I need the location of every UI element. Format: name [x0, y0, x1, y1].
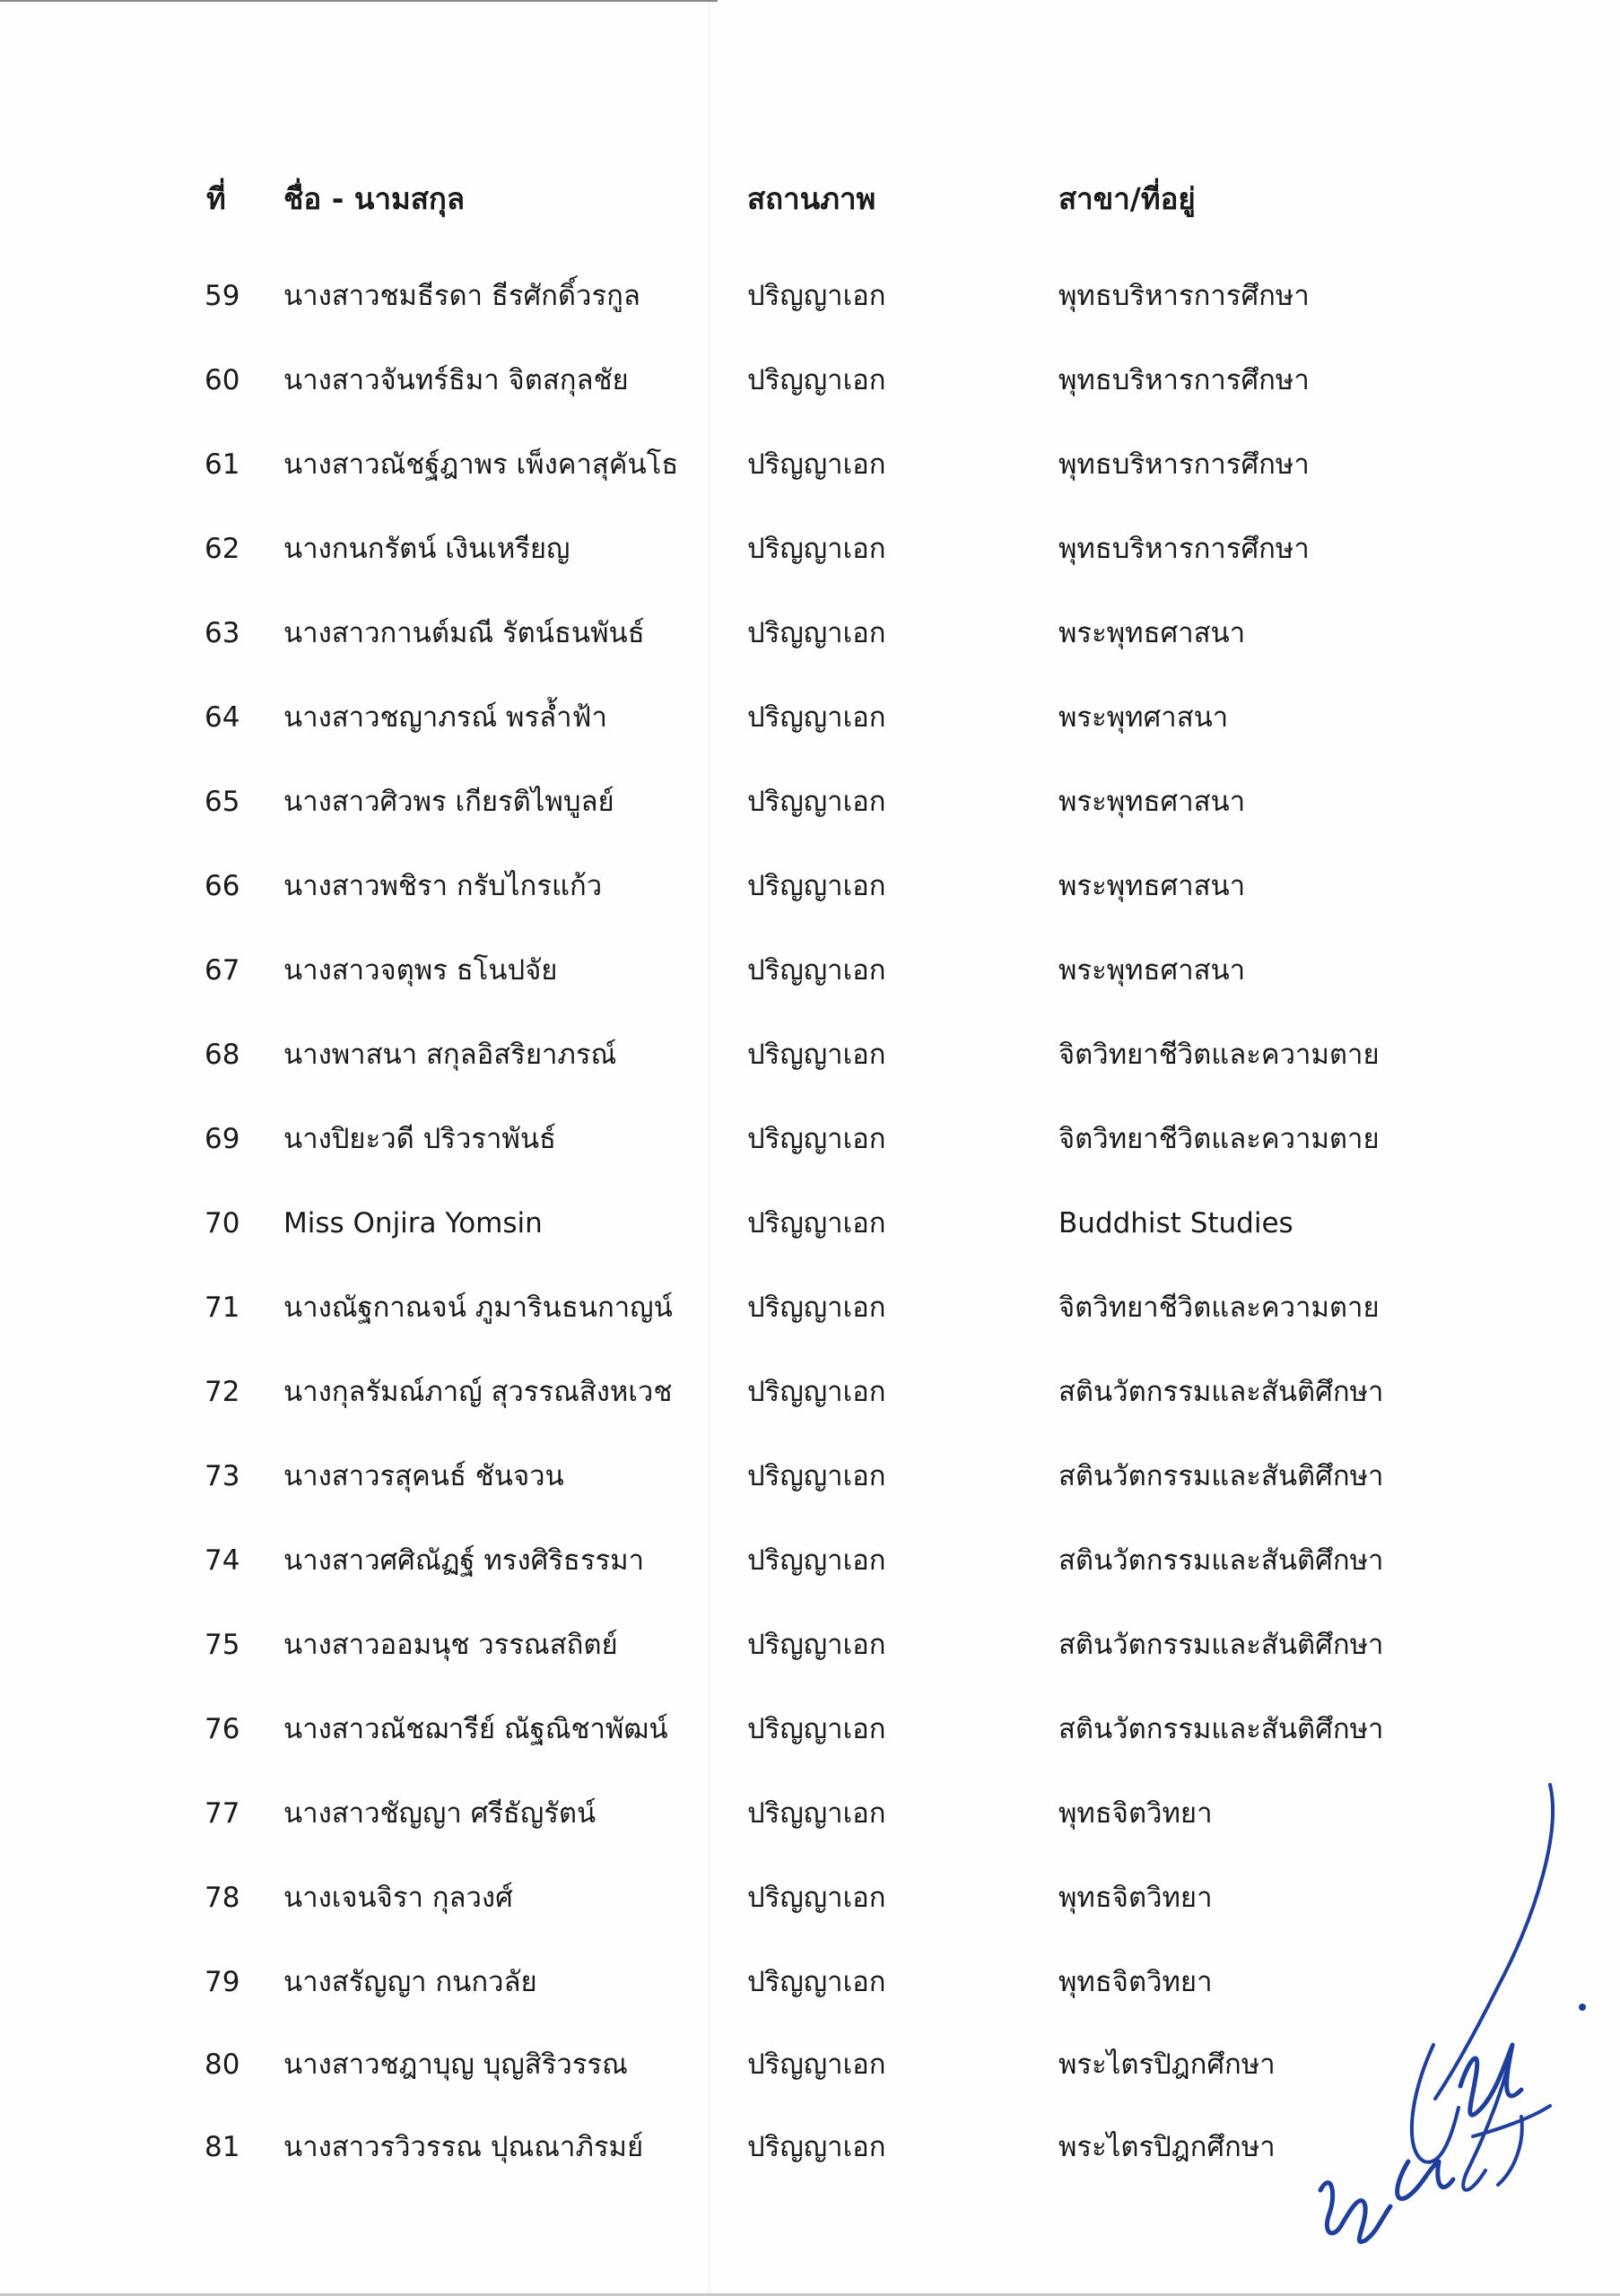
- row-status: ปริญญาเอก: [747, 280, 886, 312]
- row-name: นางณัฐกาณจน์ ภูมารินธนกาญน์: [283, 1292, 673, 1324]
- row-status: ปริญญาเอก: [747, 1039, 886, 1071]
- row-status: ปริญญาเอก: [747, 1797, 886, 1830]
- row-name: Miss Onjira Yomsin: [283, 1207, 543, 1239]
- row-branch: พระพุทธศาสนา: [1058, 786, 1246, 818]
- row-status: ปริญญาเอก: [747, 1460, 886, 1492]
- row-branch: Buddhist Studies: [1058, 1207, 1293, 1239]
- row-branch: จิตวิทยาชีวิตและความตาย: [1058, 1039, 1380, 1071]
- row-number: 70: [205, 1207, 240, 1239]
- row-name: นางกุลรัมณ์ภาญ์ สุวรรณสิงหเวช: [283, 1376, 673, 1408]
- row-name: นางสาวพชิรา กรับไกรแก้ว: [283, 870, 603, 902]
- row-number: 78: [205, 1882, 240, 1914]
- row-number: 79: [205, 1966, 240, 1998]
- table-row: [0, 438, 1620, 491]
- row-number: 80: [205, 2048, 240, 2081]
- row-status: ปริญญาเอก: [747, 1292, 886, 1324]
- row-branch: พระไตรปิฎกศึกษา: [1058, 2048, 1276, 2081]
- table-row: [0, 775, 1620, 829]
- table-row: [0, 859, 1620, 913]
- row-number: 62: [205, 533, 240, 565]
- row-branch: พุทธบริหารการศึกษา: [1058, 280, 1310, 312]
- row-number: 66: [205, 870, 240, 902]
- signature-icon: [1310, 1776, 1606, 2278]
- row-status: ปริญญาเอก: [747, 1713, 886, 1745]
- row-status: ปริญญาเอก: [747, 1123, 886, 1155]
- row-number: 65: [205, 786, 240, 818]
- table-row: [0, 1281, 1620, 1335]
- row-status: ปริญญาเอก: [747, 870, 886, 902]
- row-number: 60: [205, 364, 240, 396]
- row-branch: พุทธจิตวิทยา: [1058, 1882, 1213, 1914]
- row-status: ปริญญาเอก: [747, 786, 886, 818]
- row-status: ปริญญาเอก: [747, 1629, 886, 1661]
- table-row: [0, 1365, 1620, 1419]
- row-status: ปริญญาเอก: [747, 1882, 886, 1914]
- header-status: สถานภาพ: [747, 181, 876, 216]
- row-number: 67: [205, 954, 240, 987]
- row-number: 63: [205, 617, 240, 649]
- row-branch: พุทธบริหารการศึกษา: [1058, 533, 1310, 565]
- table-row: [0, 691, 1620, 744]
- table-row: [0, 1112, 1620, 1166]
- row-number: 69: [205, 1123, 240, 1155]
- row-branch: จิตวิทยาชีวิตและความตาย: [1058, 1123, 1380, 1155]
- row-name: นางสาวชัญญา ศรีธัญรัตน์: [283, 1797, 597, 1830]
- row-status: ปริญญาเอก: [747, 1376, 886, 1408]
- header-name: ชื่อ - นามสกุล: [283, 181, 466, 216]
- row-number: 71: [205, 1292, 240, 1324]
- table-row: [0, 1449, 1620, 1503]
- row-name: นางสาวจันทร์ธิมา จิตสกุลชัย: [283, 364, 629, 396]
- table-row: [0, 269, 1620, 323]
- row-status: ปริญญาเอก: [747, 617, 886, 649]
- header-number: ที่: [206, 181, 226, 216]
- row-branch: สตินวัตกรรมและสันติศึกษา: [1058, 1376, 1384, 1408]
- row-status: ปริญญาเอก: [747, 2048, 886, 2081]
- row-name: นางปิยะวดี ปริวราพันธ์: [283, 1123, 556, 1155]
- row-status: ปริญญาเอก: [747, 2131, 886, 2163]
- row-branch: พุทธจิตวิทยา: [1058, 1966, 1213, 1998]
- row-number: 81: [205, 2131, 240, 2163]
- row-branch: จิตวิทยาชีวิตและความตาย: [1058, 1292, 1380, 1324]
- row-branch: พระพุทธศาสนา: [1058, 617, 1246, 649]
- row-status: ปริญญาเอก: [747, 954, 886, 987]
- scan-top-edge: [0, 0, 718, 2]
- row-number: 59: [205, 280, 240, 312]
- row-name: นางกนกรัตน์ เงินเหรียญ: [283, 533, 570, 565]
- row-name: นางสาวออมนุช วรรณสถิตย์: [283, 1629, 618, 1661]
- row-name: นางสาวณัชฐ์ฎาพร เพ็งคาสุคันโธ: [283, 448, 679, 481]
- row-status: ปริญญาเอก: [747, 1966, 886, 1998]
- row-number: 68: [205, 1039, 240, 1071]
- row-branch: พระพุทธศาสนา: [1058, 870, 1246, 902]
- table-row: [0, 606, 1620, 660]
- row-name: นางเจนจิรา กุลวงศ์: [283, 1882, 513, 1914]
- row-status: ปริญญาเอก: [747, 448, 886, 481]
- row-branch: พระพุทธศาสนา: [1058, 954, 1246, 987]
- row-name: นางสาวชมธีรดา ธีรศักดิ์วรกูล: [283, 280, 640, 312]
- table-header-row: [0, 172, 1620, 226]
- table-row: [0, 1618, 1620, 1672]
- row-status: ปริญญาเอก: [747, 701, 886, 734]
- table-row: [0, 1534, 1620, 1587]
- row-branch: สตินวัตกรรมและสันติศึกษา: [1058, 1544, 1384, 1577]
- row-branch: สตินวัตกรรมและสันติศึกษา: [1058, 1713, 1384, 1745]
- row-name: นางสาวศิวพร เกียรติไพบูลย์: [283, 786, 614, 818]
- table-row: [0, 522, 1620, 576]
- row-number: 64: [205, 701, 240, 734]
- row-number: 76: [205, 1713, 240, 1745]
- row-name: นางสรัญญา กนกวลัย: [283, 1966, 537, 1998]
- table-row: [0, 944, 1620, 997]
- row-branch: พุทธจิตวิทยา: [1058, 1797, 1213, 1830]
- row-name: นางสาวกานต์มณี รัตน์ธนพันธ์: [283, 617, 645, 649]
- table-row: [0, 1196, 1620, 1250]
- row-number: 72: [205, 1376, 240, 1408]
- row-status: ปริญญาเอก: [747, 1207, 886, 1239]
- row-status: ปริญญาเอก: [747, 1544, 886, 1577]
- row-number: 61: [205, 448, 240, 481]
- row-name: นางสาวรสุคนธ์ ชันจวน: [283, 1460, 564, 1492]
- row-name: นางสาวชฎาบุญ บุญสิริวรรณ: [283, 2048, 628, 2081]
- row-name: นางสาวณัชฌารีย์ ณัฐณิชาพัฒน์: [283, 1713, 668, 1745]
- row-branch: พระไตรปิฎกศึกษา: [1058, 2131, 1276, 2163]
- header-branch: สาขา/ที่อยู่: [1058, 181, 1196, 216]
- row-number: 77: [205, 1797, 240, 1830]
- row-status: ปริญญาเอก: [747, 533, 886, 565]
- row-name: นางสาวรวิวรรณ ปุณณาภิรมย์: [283, 2131, 644, 2163]
- row-name: นางสาวจตุพร ธโนปจัย: [283, 954, 558, 987]
- row-status: ปริญญาเอก: [747, 364, 886, 396]
- row-branch: พุทธบริหารการศึกษา: [1058, 448, 1310, 481]
- row-branch: สตินวัตกรรมและสันติศึกษา: [1058, 1629, 1384, 1661]
- row-number: 73: [205, 1460, 240, 1492]
- row-number: 75: [205, 1629, 240, 1661]
- row-name: นางสาวศศิณัฏฐ์ ทรงศิริธรรมา: [283, 1544, 644, 1577]
- row-branch: พุทธบริหารการศึกษา: [1058, 364, 1310, 396]
- row-number: 74: [205, 1544, 240, 1577]
- table-row: [0, 1028, 1620, 1082]
- row-branch: พระพุทศาสนา: [1058, 701, 1229, 734]
- row-name: นางพาสนา สกุลอิสริยาภรณ์: [283, 1039, 617, 1071]
- table-row: [0, 353, 1620, 407]
- row-branch: สตินวัตกรรมและสันติศึกษา: [1058, 1460, 1384, 1492]
- row-name: นางสาวชญาภรณ์ พรล้ำฟ้า: [283, 701, 607, 734]
- table-row: [0, 1702, 1620, 1756]
